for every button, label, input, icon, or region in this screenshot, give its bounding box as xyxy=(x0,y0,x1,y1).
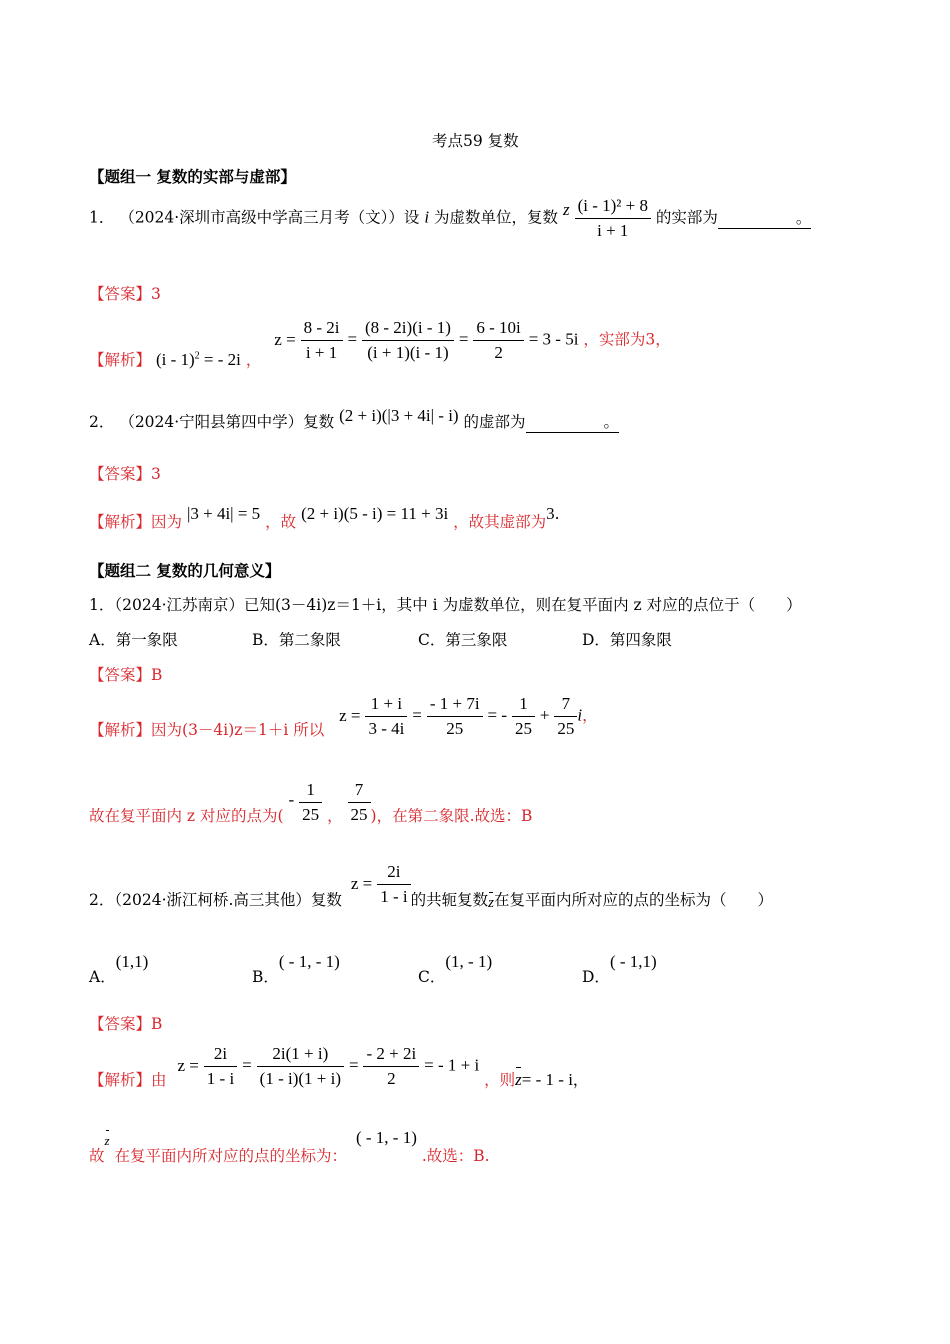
blank-tail: 。 xyxy=(603,413,620,431)
fraction xyxy=(299,780,322,825)
comma: ， xyxy=(245,350,262,369)
fraction xyxy=(348,780,371,825)
answer-value: B xyxy=(151,1015,163,1033)
fraction-numerator: 1 + i xyxy=(365,694,407,717)
fraction-denominator: 1 - i xyxy=(380,887,408,906)
solution-text: )，在第二象限.故选：B xyxy=(370,806,533,825)
fraction-denominator: 25 xyxy=(302,805,320,824)
option-label: A． xyxy=(89,968,116,986)
option-c[interactable]: C．第三象限 xyxy=(418,631,508,649)
group2-solution1-line2 xyxy=(89,780,532,825)
question-text-end: 在复平面内所对应的点的坐标为（ ） xyxy=(493,890,773,909)
z-equals: z = xyxy=(274,329,296,349)
page-title: 考点59 复数 xyxy=(432,132,519,150)
fraction-numerator: 7 xyxy=(554,694,577,717)
option-value: ( - 1,1) xyxy=(609,952,657,971)
fraction-numerator: - 1 + 7i xyxy=(427,694,483,717)
solution-text: ，故 xyxy=(265,513,297,531)
separator: ， xyxy=(327,806,343,825)
fraction xyxy=(473,318,523,363)
var-z: z xyxy=(563,199,570,219)
fraction-numerator: 2i(1 + i) xyxy=(257,1044,344,1067)
fraction xyxy=(362,318,454,363)
comma: ， xyxy=(582,706,598,725)
solution-text: .故选：B. xyxy=(421,1147,490,1165)
option-value: ( - 1, - 1) xyxy=(278,952,340,971)
option-value: (1,1) xyxy=(115,952,149,971)
z-equals: z = xyxy=(339,705,361,725)
group2-answer2 xyxy=(89,1012,162,1034)
plus-sign: + xyxy=(539,705,550,725)
solution-text: ，故其虚部为 xyxy=(453,513,547,531)
fraction-denominator: 2 xyxy=(387,1069,396,1088)
group1-solution2 xyxy=(89,502,560,531)
fraction-denominator: 1 - i xyxy=(206,1069,235,1088)
question-number: 1． xyxy=(89,208,115,227)
answer-label: 【答案】 xyxy=(89,1015,152,1033)
expr-part: (i - 1) xyxy=(155,349,195,369)
group1-solution1: 【解析】 (i - 1)$^2$ = - 2i ， z = $\frac{8 - 2i}{i + 1}$ = $\frac{(8 - 2i)(i - 1)}{(i + 1)(i - 1)}$ = $\frac{6 - 10i}{2}$ = 3 - 5i ，实部为3， xyxy=(89,318,671,369)
group2-question2 xyxy=(89,862,773,911)
fraction xyxy=(575,196,651,241)
comma: ， xyxy=(572,1070,589,1089)
fraction-numerator: 6 - 10i xyxy=(473,318,523,341)
expr-product: (2 + i)(5 - i) = 11 + 3i xyxy=(301,504,449,523)
question-source: （2024·浙江柯桥.高三其他）复数 xyxy=(114,890,342,909)
fraction-numerator: - 2 + 2i xyxy=(363,1044,419,1067)
group2-solution2-line2 xyxy=(89,1126,490,1165)
fraction-denominator: 25 xyxy=(446,719,464,738)
z-equals: z = xyxy=(350,873,373,893)
result: = - 1 + i xyxy=(424,1055,480,1075)
fraction-numerator: 2i xyxy=(377,862,410,885)
group2-answer1 xyxy=(89,663,162,685)
answer-value: 3 xyxy=(151,465,161,483)
group1-answer1 xyxy=(89,282,161,304)
option-b[interactable]: B．第二象限 xyxy=(252,631,341,649)
question-text-end: 的虚部为 xyxy=(463,413,526,431)
fraction-denominator: 2 xyxy=(494,343,503,362)
solution-text: 因为(3－4i)z＝1＋i 所以 xyxy=(151,720,325,739)
question-source: （2024·深圳市高级中学高三月考（文））设 xyxy=(119,208,420,227)
solution-text: 在复平面内所对应的点的坐标为： xyxy=(114,1147,348,1165)
var-i: i xyxy=(424,207,430,227)
z-equals: z = xyxy=(177,1055,199,1075)
option-a[interactable] xyxy=(89,950,149,986)
period: . xyxy=(554,505,560,523)
fraction xyxy=(257,1044,344,1089)
question-source: （2024·宁阳县第四中学）复数 xyxy=(119,413,335,431)
group1-heading: 【题组一 复数的实部与虚部】 xyxy=(89,167,296,186)
fraction xyxy=(363,1044,419,1089)
fraction xyxy=(365,694,407,739)
fraction-denominator: (i + 1)(i - 1) xyxy=(367,343,449,362)
fraction xyxy=(377,862,410,907)
point-coordinates: ( - 1, - 1) xyxy=(355,1128,417,1147)
question-number: 2． xyxy=(89,890,115,909)
fraction-numerator: 8 - 2i xyxy=(301,318,343,341)
question-number: 2． xyxy=(89,413,115,431)
fraction-numerator: 7 xyxy=(348,780,371,803)
answer-blank xyxy=(526,410,620,433)
fraction-numerator: (8 - 2i)(i - 1) xyxy=(362,318,454,341)
fraction xyxy=(512,694,535,739)
option-a[interactable]: A．第一象限 xyxy=(89,631,178,649)
fraction-denominator: 25 xyxy=(514,719,532,738)
fraction-denominator: 25 xyxy=(557,719,575,738)
fraction-denominator: (1 - i)(1 + i) xyxy=(259,1069,341,1088)
option-d[interactable] xyxy=(582,950,657,986)
solution-text: 故在复平面内 z 对应的点为( xyxy=(89,806,284,825)
fraction-numerator: (i - 1)² + 8 xyxy=(575,196,651,219)
group2-heading: 【题组二 复数的几何意义】 xyxy=(89,561,281,580)
fraction-denominator: i + 1 xyxy=(597,221,629,240)
answer-blank xyxy=(718,206,812,229)
complex-expression: (2 + i)(|3 + 4i| - i) xyxy=(339,406,459,425)
fraction xyxy=(427,694,483,739)
group2-solution2: 【解析】由 z = $\frac{2i}{1 - i}$ = $\frac{2i(1 + i)}{(1 - i)(1 + i)}$ = $\frac{- 2 + 2i}{2}$ = - 1 + i ，则z= - 1 - i， xyxy=(89,1044,589,1089)
expr-modulus: |3 + 4i| = 5 xyxy=(186,504,261,523)
question-text-end: 的实部为 xyxy=(655,208,718,227)
option-b[interactable] xyxy=(252,950,340,986)
option-c[interactable] xyxy=(418,950,493,986)
imag-part: 3 xyxy=(546,504,555,523)
fraction-numerator: 1 xyxy=(299,780,322,803)
group1-question2 xyxy=(89,406,620,433)
fraction-numerator: 1 xyxy=(512,694,535,717)
minus-sign: = - xyxy=(487,705,507,725)
option-label: D． xyxy=(582,968,610,986)
group2-solution1: 【解析】因为(3－4i)z＝1＋i 所以 z = $\frac{1 + i}{3 - 4i}$ = $\frac{- 1 + 7i}{25}$ = - $\frac{1}{25}$ + $\frac{7}{25}$ i， xyxy=(89,694,598,739)
solution-text: 由 xyxy=(151,1070,167,1089)
fraction-numerator: 2i xyxy=(204,1044,237,1067)
fraction-denominator: i + 1 xyxy=(305,343,338,362)
fraction-denominator: 3 - 4i xyxy=(368,719,405,738)
solution-label: 【解析】 xyxy=(89,350,152,369)
fraction xyxy=(301,318,343,363)
answer-value: B xyxy=(151,666,163,684)
expr-sup: 2 xyxy=(194,349,200,361)
solution-tail: ，实部为3， xyxy=(583,330,671,349)
option-label: C． xyxy=(418,968,446,986)
minus-sign: - xyxy=(288,789,295,809)
conjugate-z: z xyxy=(488,894,494,911)
fraction-denominator: 25 xyxy=(350,805,368,824)
question-text: （2024·江苏南京）已知(3－4i)z＝1＋i，其中 i 为虚数单位，则在复平面内 z 对应的点位于（ ） xyxy=(114,596,802,614)
question-number: 1． xyxy=(89,596,115,614)
question-text: 为虚数单位，复数 xyxy=(434,208,559,227)
conjugate-z: z xyxy=(515,1069,522,1089)
solution-text: 因为 xyxy=(151,513,183,531)
group1-question1 xyxy=(89,196,811,241)
result: = 3 - 5i xyxy=(528,329,579,349)
conjugate-z: z xyxy=(104,1133,110,1148)
solution-text: ，则 xyxy=(484,1070,516,1089)
solution-label: 【解析】 xyxy=(89,1070,152,1089)
option-d[interactable]: D．第四象限 xyxy=(582,631,672,649)
answer-label: 【答案】 xyxy=(89,666,152,684)
answer-value: 3 xyxy=(151,285,161,303)
solution-label: 【解析】 xyxy=(89,513,152,531)
option-value: (1, - 1) xyxy=(445,952,493,971)
solution-label: 【解析】 xyxy=(89,720,152,739)
answer-label: 【答案】 xyxy=(89,285,152,303)
group1-answer2 xyxy=(89,462,161,484)
blank-tail: 。 xyxy=(795,208,812,227)
solution-text: 故 xyxy=(89,1147,105,1165)
result-conjugate: = - 1 - i xyxy=(521,1069,573,1089)
expr-part: = - 2i xyxy=(203,349,241,369)
question-text: 的共轭复数 xyxy=(410,890,489,909)
fraction xyxy=(554,694,577,739)
var-i: i xyxy=(577,705,583,725)
answer-label: 【答案】 xyxy=(89,465,152,483)
fraction xyxy=(204,1044,237,1089)
option-label: B． xyxy=(252,968,279,986)
group2-question1 xyxy=(89,593,802,615)
